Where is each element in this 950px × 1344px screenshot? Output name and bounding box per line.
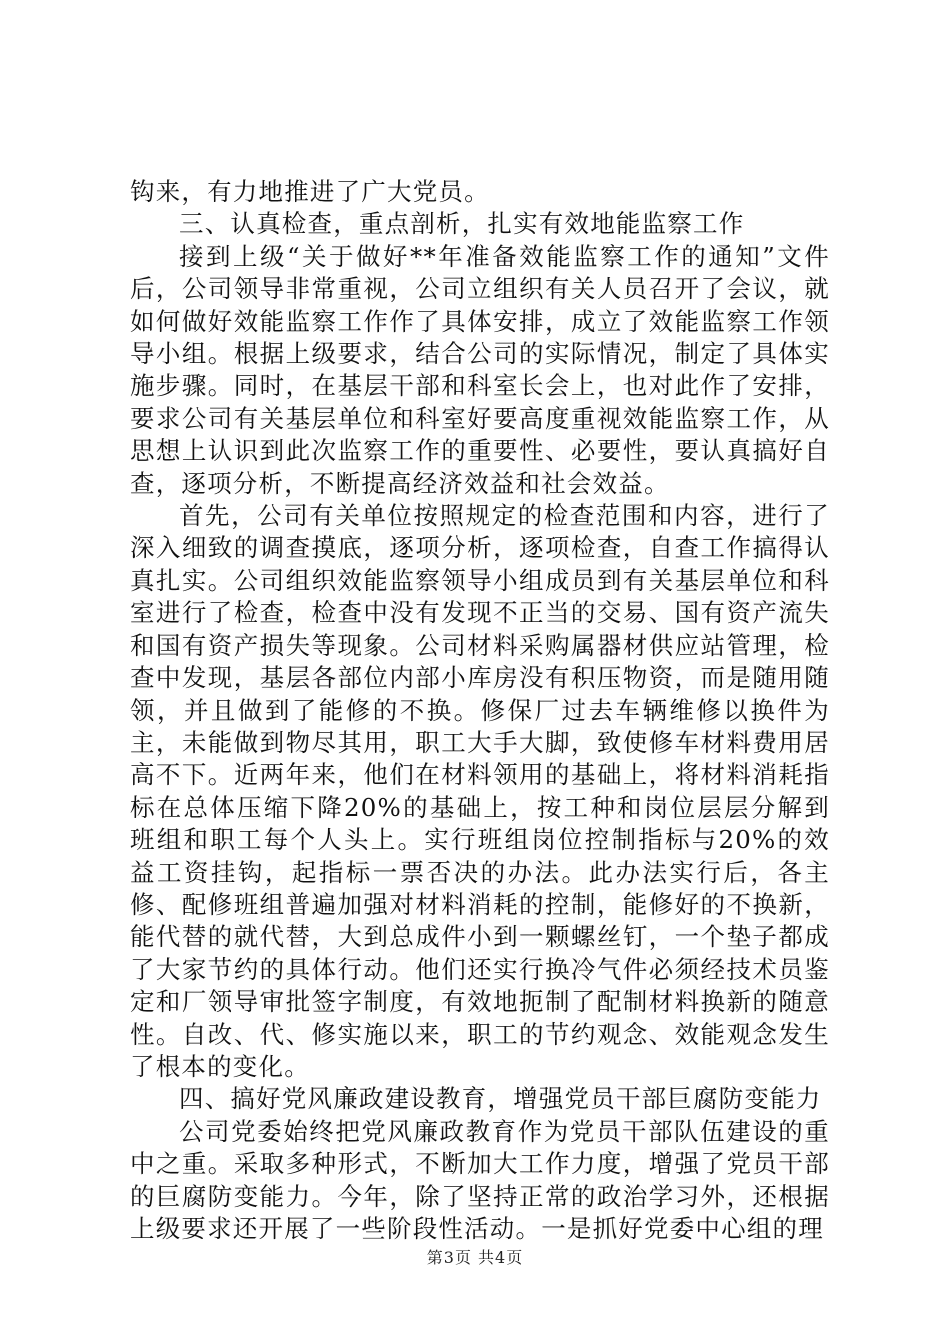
paragraph-1: 钩来，有力地推进了广大党员。 <box>130 177 490 206</box>
document-body <box>130 176 830 1245</box>
section-heading-4: 四、搞好党风廉政建设教育，增强党员干部巨腐防变能力 <box>179 1084 822 1114</box>
page-number-footer: 第3页 共4页 <box>426 1248 524 1267</box>
paragraph-3: 首先，公司有关单位按照规定的检查范围和内容，进行了深入细致的调查摸底，逐项分析，逐项检查，自查工作搞得认真扎实。公司组织效能监察领导小组成员到有关基层单位和科室进行了检查，检查中没有发现不正当的交易、国有资产流失和国有资产损失等现象。公司材料采购属器材供应站管理，检查中发现，基层各部位内部小库房没有积压物资，而是随用随领，并且做到了能修的不换。修保厂过去车辆维修以换件为主，未能做到物尽其用，职工大手大脚，致使修车材料费用居高不下。近两年来，他们在材料领用的基础上，将材料消耗指标在总体压缩下降20%的基础上，按工种和岗位层层分解到班组和职工每个人头上。实行班组岗位控制指标与20%的效益工资挂钩，起指标一票否决的办法。此办法实行后，各主修、配修班组普遍加强对材料消耗的控制，能修好的不换新，能代替的就代替，大到总成件小到一颗螺丝钉，一个垫子都成了大家节约的具体行动。他们还实行换冷气件必须经技术员鉴定和厂领导审批签字制度，有效地扼制了配制材料换新的随意性。自改、代、修实施以来，职工的节约观念、效能观念发生了根本的变化。 <box>130 501 830 1081</box>
paragraph-4: 公司党委始终把党风廉政教育作为党员干部队伍建设的重中之重。采取多种形式，不断加大工作力度，增强了党员干部的巨腐防变能力。今年，除了坚持正常的政治学习外，还根据上级要求还开展了一些阶段性活动。一是抓好党委中心组的理 <box>130 1116 830 1243</box>
paragraph-2: 接到上级“关于做好**年准备效能监察工作的通知”文件后，公司领导非常重视，公司立组织有关人员召开了会议，就如何做好效能监察工作作了具体安排，成立了效能监察工作领导小组。根据上级要求，结合公司的实际情况，制定了具体实施步骤。同时，在基层干部和科室长会上，也对此作了安排，要求公司有关基层单位和科室好要高度重视效能监察工作，从思想上认识到此次监察工作的重要性、必要性，要认真搞好自查，逐项分析，不断提高经济效益和社会效益。 <box>130 241 830 498</box>
section-heading-3: 三、认真检查，重点剖析，扎实有效地能监察工作 <box>179 209 745 239</box>
